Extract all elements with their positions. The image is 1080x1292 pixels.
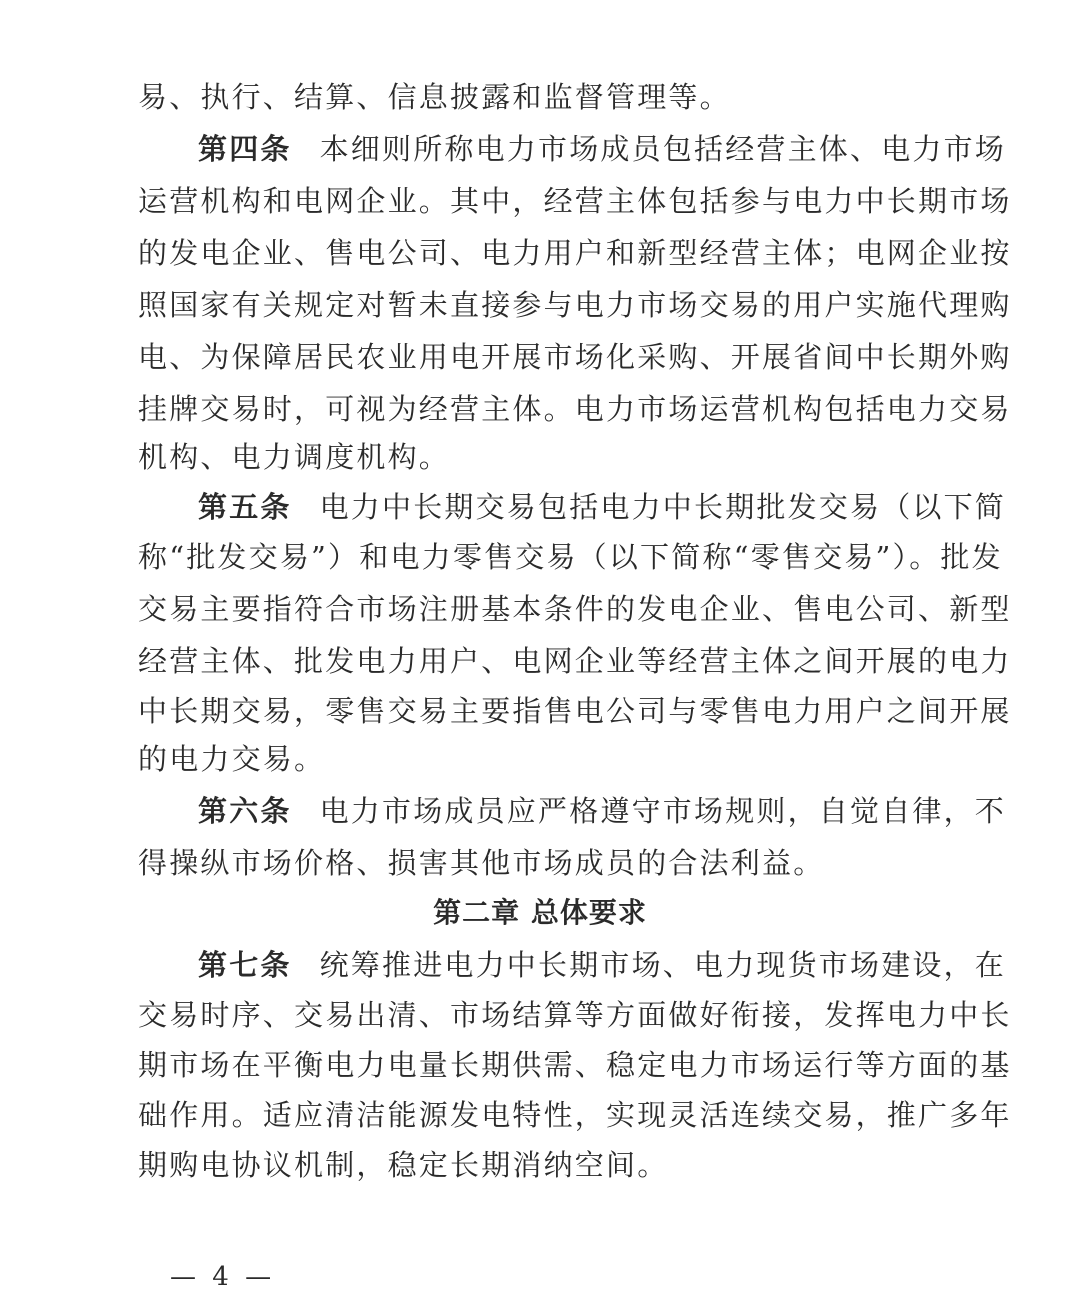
text-line: 称“批发交易”）和电力零售交易（以下简称“零售交易”）。批发 <box>138 540 1003 574</box>
text-line: 易、执行、结算、信息披露和监督管理等。 <box>138 80 731 114</box>
page-number: — 4 — <box>170 1262 276 1292</box>
article-4-heading: 第四条 <box>198 132 292 166</box>
text-line: 电力市场成员应严格遵守市场规则，自觉自律，不 <box>319 794 1007 828</box>
text-line: 中长期交易，零售交易主要指售电公司与零售电力用户之间开展 <box>138 694 1012 728</box>
text-line: 础作用。适应清洁能源发电特性，实现灵活连续交易，推广多年 <box>138 1098 1012 1132</box>
article-5-heading: 第五条 <box>198 490 292 524</box>
text-line: 期购电协议机制，稳定长期消纳空间。 <box>138 1148 669 1182</box>
text-line: 电、为保障居民农业用电开展市场化采购、开展省间中长期外购 <box>138 340 1012 374</box>
article-4-first-line <box>198 124 1007 174</box>
text-line: 机构、电力调度机构。 <box>138 440 451 474</box>
text-line: 得操纵市场价格、损害其他市场成员的合法利益。 <box>138 846 825 880</box>
article-5-first-line <box>198 482 1007 532</box>
article-7-first-line <box>198 940 1007 990</box>
text-line: 经营主体、批发电力用户、电网企业等经营主体之间开展的电力 <box>138 644 1012 678</box>
text-line: 电力中长期交易包括电力中长期批发交易（以下简 <box>319 490 1007 524</box>
article-6-first-line <box>198 786 1007 836</box>
text-line: 运营机构和电网企业。其中，经营主体包括参与电力中长期市场 <box>138 184 1012 218</box>
text-line: 的发电企业、售电公司、电力用户和新型经营主体；电网企业按 <box>138 236 1012 270</box>
text-line: 交易主要指符合市场注册基本条件的发电企业、售电公司、新型 <box>138 592 1012 626</box>
text-line: 期市场在平衡电力电量长期供需、稳定电力市场运行等方面的基 <box>138 1048 1012 1082</box>
text-line: 挂牌交易时，可视为经营主体。电力市场运营机构包括电力交易 <box>138 392 1012 426</box>
article-6-heading: 第六条 <box>198 794 292 828</box>
chapter-heading: 第二章 总体要求 <box>433 896 647 929</box>
article-7-heading: 第七条 <box>198 948 292 982</box>
text-line: 的电力交易。 <box>138 742 326 776</box>
text-line: 交易时序、交易出清、市场结算等方面做好衔接，发挥电力中长 <box>138 998 1012 1032</box>
text-line: 照国家有关规定对暂未直接参与电力市场交易的用户实施代理购 <box>138 288 1012 322</box>
text-line: 本细则所称电力市场成员包括经营主体、电力市场 <box>319 132 1007 166</box>
text-line: 统筹推进电力中长期市场、电力现货市场建设，在 <box>319 948 1007 982</box>
